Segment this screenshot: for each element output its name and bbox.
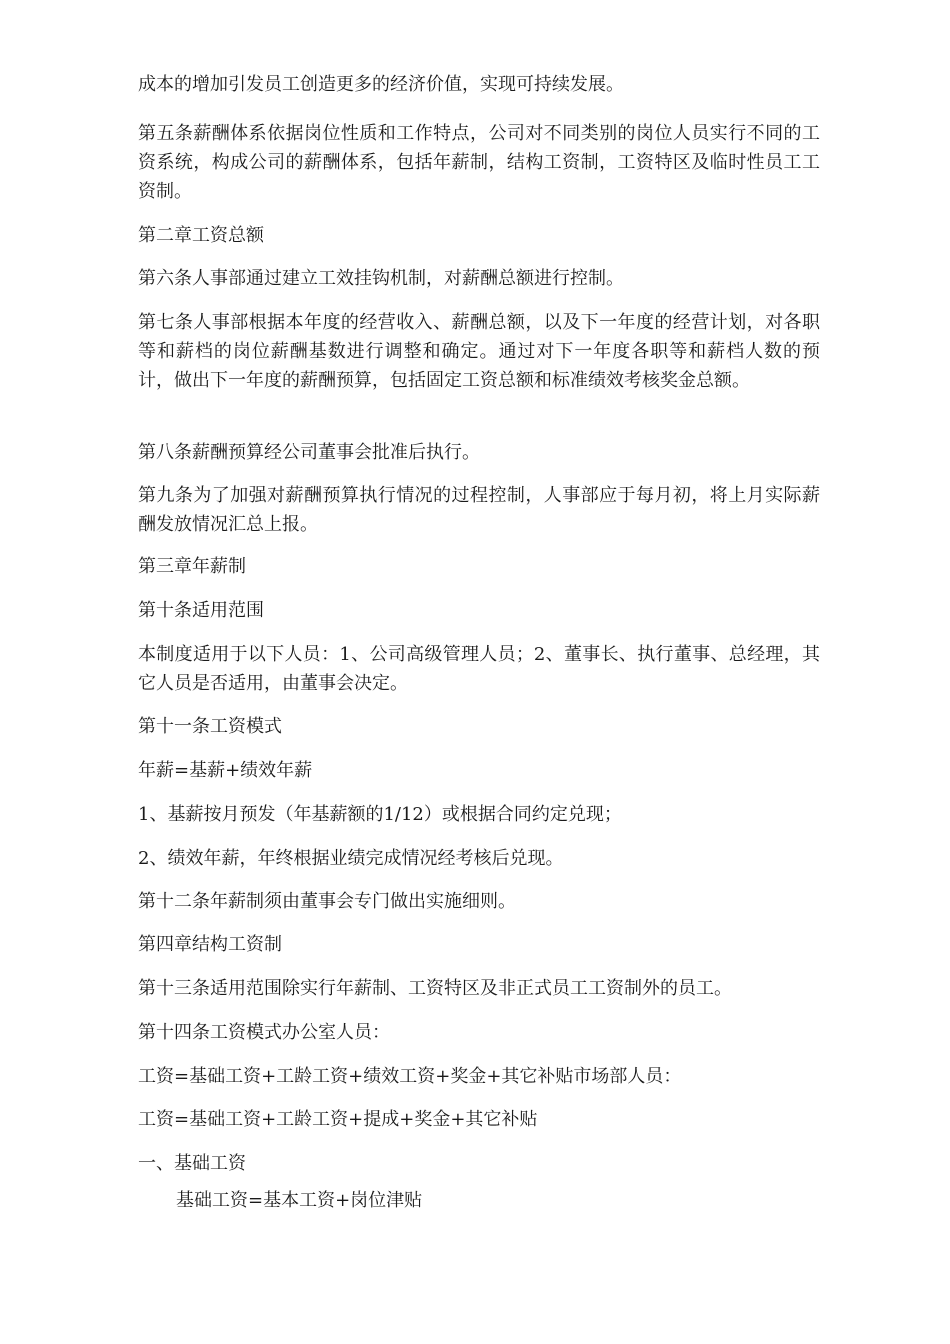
chapter-3-heading: 第三章年薪制	[138, 556, 246, 577]
chapter-2-heading: 第二章工资总额	[138, 225, 264, 246]
item-1-base-salary: 1、基薪按月预发（年基薪额的1/12）或根据合同约定兑现；	[138, 804, 622, 825]
chapter-4-heading: 第四章结构工资制	[138, 934, 282, 955]
article-5: 第五条薪酬体系依据岗位性质和工作特点，公司对不同类别的岗位人员实行不同的工资系统，构成公司的薪酬体系，包括年薪制，结构工资制，工资特区及临时性员工工资制。	[138, 123, 820, 202]
article-13: 第十三条适用范围除实行年薪制、工资特区及非正式员工工资制外的员工。	[138, 978, 732, 999]
annual-salary-formula: 年薪=基薪+绩效年薪	[138, 760, 313, 781]
scope-paragraph: 本制度适用于以下人员：1、公司高级管理人员；2、董事长、执行董事、总经理，其它人员是否适用，由董事会决定。	[138, 644, 820, 694]
article-8: 第八条薪酬预算经公司董事会批准后执行。	[138, 442, 480, 463]
market-wage-formula: 工资=基础工资+工龄工资+提成+奖金+其它补贴	[138, 1109, 538, 1130]
article-14: 第十四条工资模式办公室人员：	[138, 1022, 390, 1043]
article-12: 第十二条年薪制须由董事会专门做出实施细则。	[138, 891, 516, 912]
article-11: 第十一条工资模式	[138, 716, 282, 737]
office-wage-formula: 工资=基础工资+工龄工资+绩效工资+奖金+其它补贴市场部人员：	[138, 1066, 682, 1087]
article-6: 第六条人事部通过建立工效挂钩机制，对薪酬总额进行控制。	[138, 268, 624, 289]
item-2-performance-salary: 2、绩效年薪，年终根据业绩完成情况经考核后兑现。	[138, 848, 564, 869]
paragraph-cost-growth: 成本的增加引发员工创造更多的经济价值，实现可持续发展。	[138, 74, 624, 95]
article-10: 第十条适用范围	[138, 600, 264, 621]
article-7: 第七条人事部根据本年度的经营收入、薪酬总额，以及下一年度的经营计划，对各职等和薪档的岗位薪酬基数进行调整和确定。通过对下一年度各职等和薪档人数的预计，做出下一年度的薪酬预算，包括固定工资总额和标准绩效考核奖金总额。	[138, 312, 820, 391]
article-9: 第九条为了加强对薪酬预算执行情况的过程控制，人事部应于每月初，将上月实际薪酬发放情况汇总上报。	[138, 485, 820, 535]
section-1-heading: 一、基础工资	[138, 1153, 246, 1174]
base-wage-formula: 基础工资=基本工资+岗位津贴	[176, 1190, 423, 1211]
